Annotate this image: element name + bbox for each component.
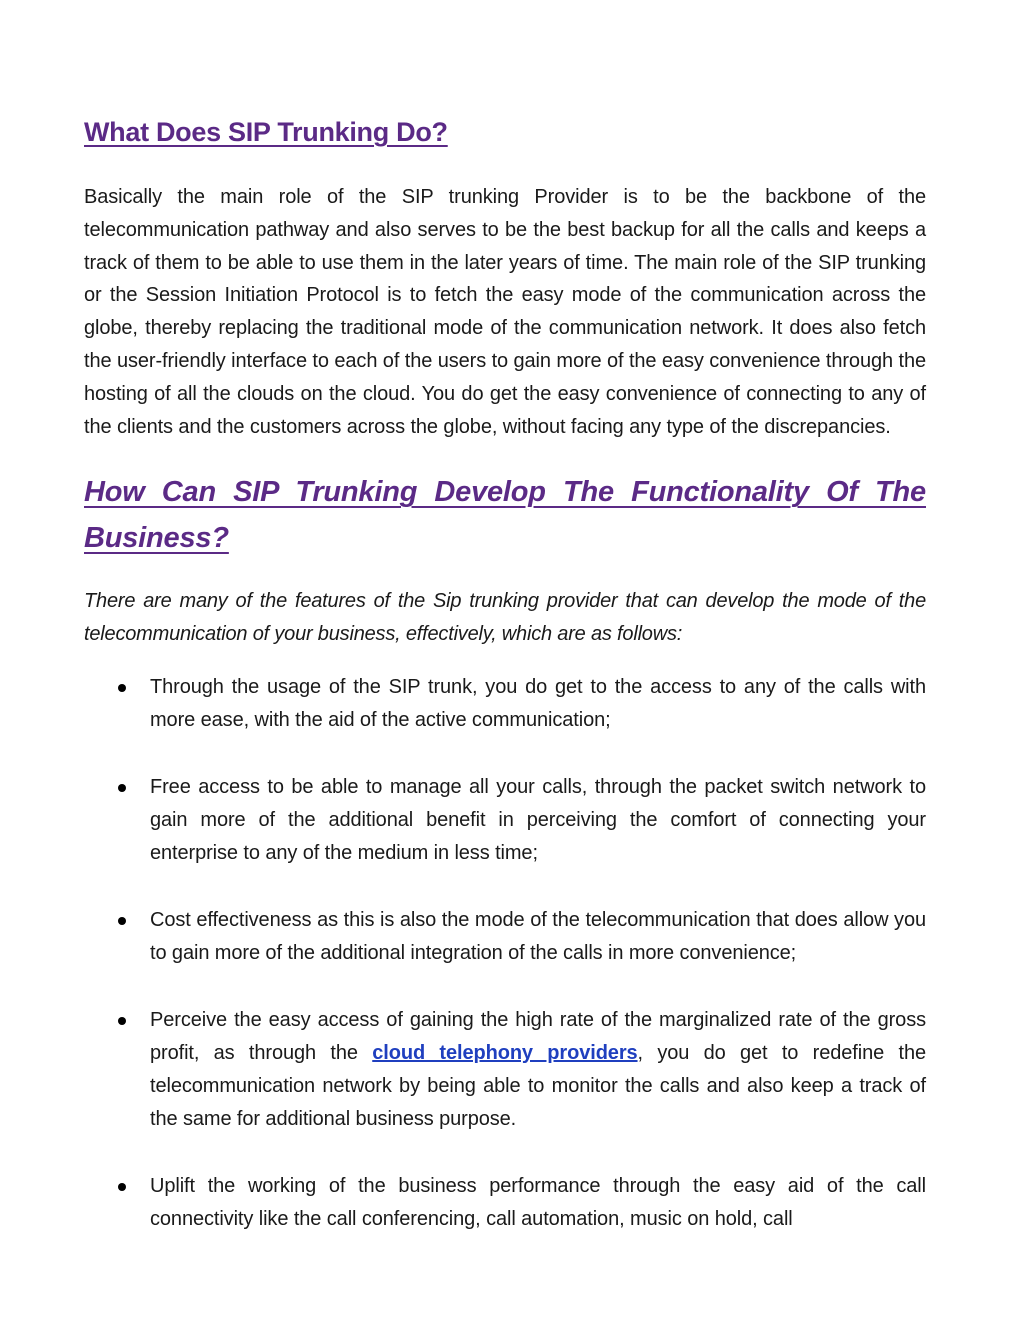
list-item-text-after-link: , you do get to redefine the telecommunication network by being able to monitor the calls and also keep a track of the same for additional business purpose. bbox=[150, 1042, 926, 1131]
list-item-text-before-link: Perceive the easy access of gaining the high rate of the marginalized rate of the gross profit, as through the bbox=[150, 1009, 926, 1065]
list-item-text: Free access to be able to manage all your calls, through the packet switch network to gain more of the additional benefit in perceiving the comfort of connecting your enterprise to any of the medium in less time; bbox=[150, 776, 926, 865]
list-item bbox=[84, 904, 926, 970]
list-item-text: Uplift the working of the business performance through the easy aid of the call connectivity like the call conferencing, call automation, music on hold, call bbox=[150, 1175, 926, 1231]
section-heading-what-does-sip-trunking-do: What Does SIP Trunking Do? bbox=[84, 117, 448, 147]
bullet-icon bbox=[118, 1017, 126, 1025]
list-item-text: Through the usage of the SIP trunk, you do get to the access to any of the calls with more ease, with the aid of the active communication; bbox=[150, 676, 926, 732]
features-list bbox=[84, 671, 926, 1236]
bullet-icon bbox=[118, 917, 126, 925]
features-intro: There are many of the features of the Sip trunking provider that can develop the mode of the telecommunication of your business, effectively, which are as follows: bbox=[84, 590, 926, 646]
section-heading-how-can-sip-trunking: How Can SIP Trunking Develop The Functionality Of The Business? bbox=[84, 476, 926, 555]
bullet-icon bbox=[118, 1183, 126, 1191]
list-item bbox=[84, 771, 926, 870]
list-item-text: Cost effectiveness as this is also the mode of the telecommunication that does allow you to gain more of the additional integration of the calls in more convenience; bbox=[150, 909, 926, 965]
bullet-icon bbox=[118, 784, 126, 792]
document-page bbox=[84, 112, 926, 1270]
list-item bbox=[84, 671, 926, 737]
bullet-icon bbox=[118, 684, 126, 692]
list-item bbox=[84, 1004, 926, 1136]
list-item bbox=[84, 1170, 926, 1236]
cloud-telephony-providers-link[interactable]: cloud telephony providers bbox=[372, 1042, 638, 1065]
section-paragraph: Basically the main role of the SIP trunking Provider is to be the backbone of the telecommunication pathway and also serves to be the best backup for all the calls and keeps a track of them to be able to use them in the later years of time. The main role of the SIP trunking or the Session Initiation Protocol is to fetch the easy mode of the communication across the globe, thereby replacing the traditional mode of the communication network. It does also fetch the user-friendly interface to each of the users to gain more of the easy convenience through the hosting of all the clouds on the cloud. You do get the easy convenience of connecting to any of the clients and the customers across the globe, without facing any type of the discrepancies. bbox=[84, 186, 926, 438]
